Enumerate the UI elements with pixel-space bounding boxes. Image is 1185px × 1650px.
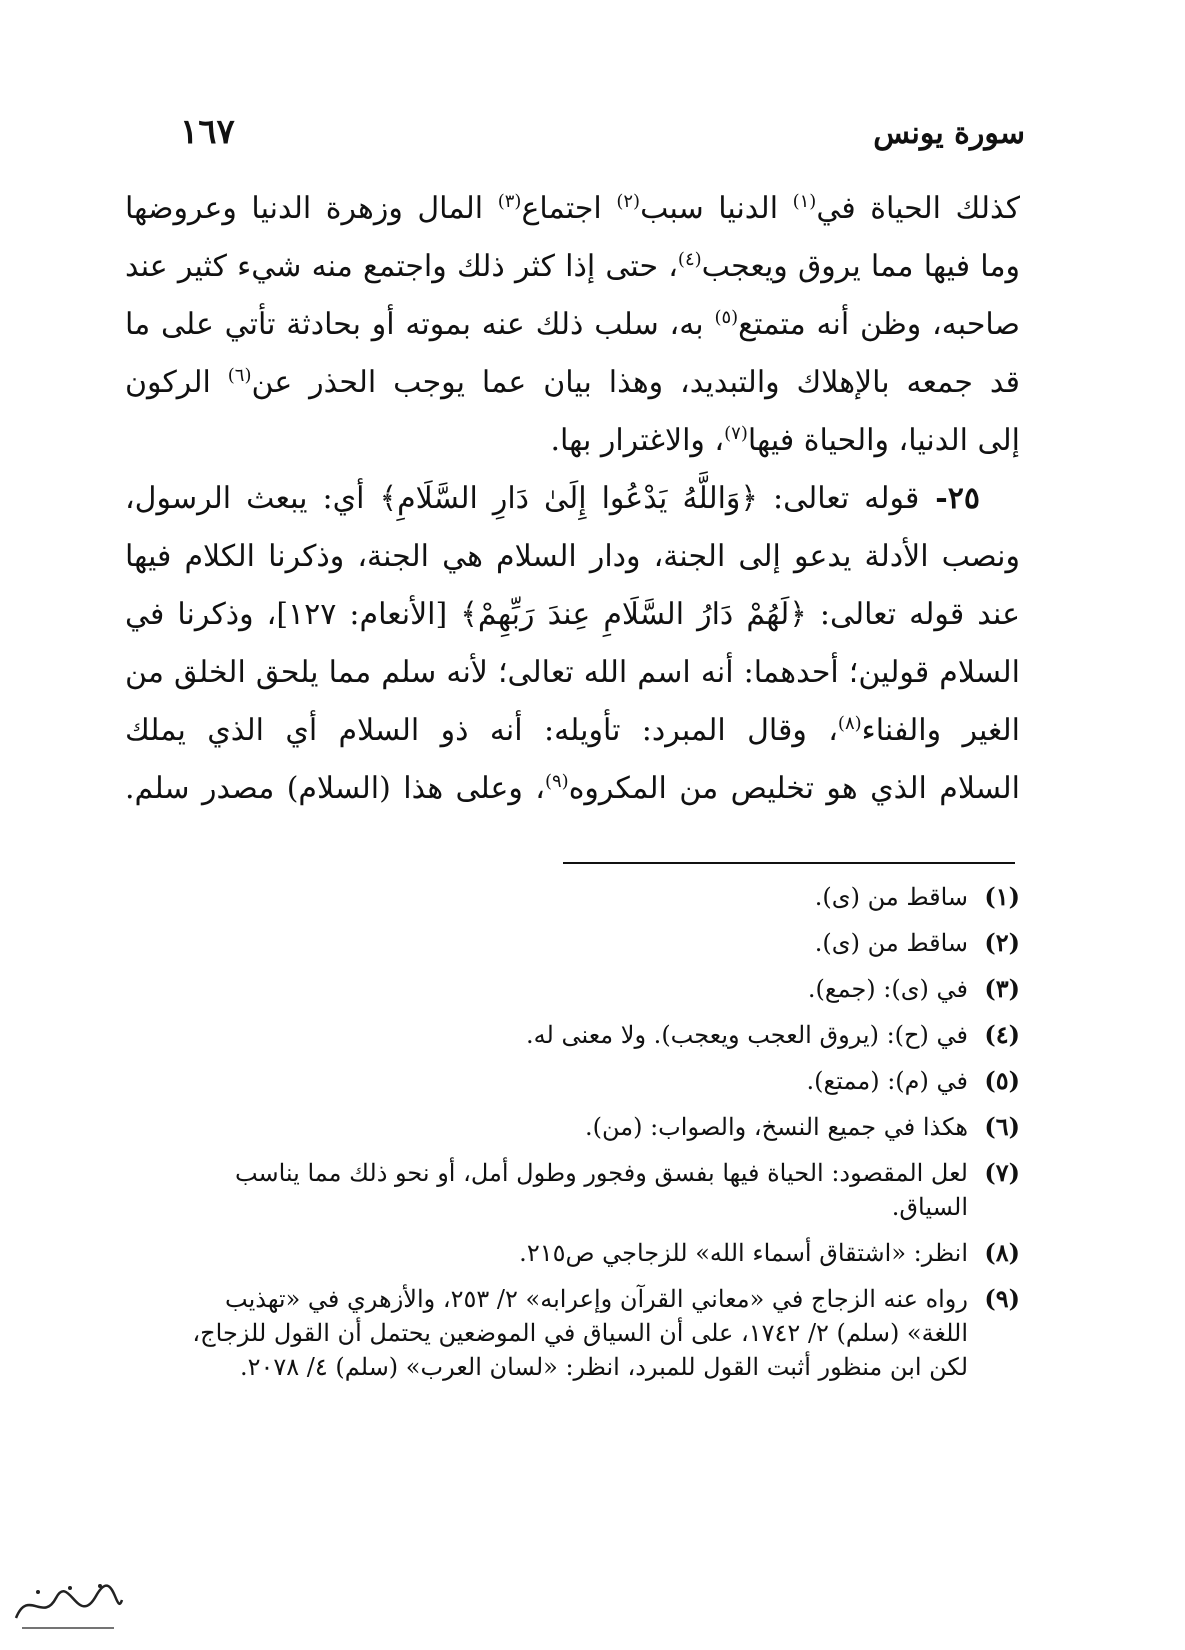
footnote: (١) ساقط من (ى). (125, 880, 1020, 914)
verse-number: ٢٥- (919, 481, 980, 516)
footnote-ref: (٦) (227, 365, 252, 386)
footnote-number: (٧) (984, 1158, 1020, 1187)
footnote-number: (٢) (984, 928, 1020, 957)
footnote-ref: (٧) (724, 423, 748, 444)
page-header (180, 108, 1025, 158)
surah-title: سورة يونس (873, 116, 1025, 151)
main-text (125, 180, 1020, 818)
footnote: (٩) رواه عنه الزجاج في «معاني القرآن وإعرابه» ٢/ ٢٥٣، والأزهري في «تهذيب اللغة» (سلم) ٢/ ١٧٤٢، على أن السياق في الموضعين يحتمل أن القول للزجاج، لكن ابن منظور أثبت القول للمبرد، انظر: «لسان العرب» (سلم) ٤/ ٢٠٧٨. (192, 1284, 1020, 1381)
text-line: الغير والفناء$^{(٨)}$، وقال المبرد: تأويله: أنه ذو السلام أي الذي يملك (125, 713, 1020, 748)
footnote-divider (563, 862, 1015, 864)
text-line: وما فيها مما يروق ويعجب$^{(٤)}$، حتى إذا كثر ذلك واجتمع منه شيء كثير عند (125, 249, 1020, 284)
footnote-ref: (١) (792, 191, 817, 212)
footnotes (125, 880, 1020, 1396)
footnote: (٨) انظر: «اشتقاق أسماء الله» للزجاجي ص٢١٥. (125, 1236, 1020, 1270)
library-seal-logo (8, 1578, 128, 1638)
text-line: السلام الذي هو تخليص من المكروه$^{(٩)}$، وعلى هذا (السلام) مصدر سلم. (125, 771, 1020, 806)
footnote-ref: (٩) (544, 771, 569, 792)
footnote-number: (٣) (984, 974, 1020, 1003)
footnote-number: (١) (984, 882, 1020, 911)
text-line: صاحبه، وظن أنه متمتع$^{(٥)}$ به، سلب ذلك عنه بموته أو بحادثة تأتي على ما (125, 307, 1020, 342)
quran-quote: ﴿لَهُمْ دَارُ السَّلَامِ عِندَ رَبِّهِمْ﴾ (460, 597, 807, 632)
footnote-ref: (٢) (616, 191, 641, 212)
text-line: عند قوله تعالى: ﴿لَهُمْ دَارُ السَّلَامِ عِندَ رَبِّهِمْ﴾ [الأنعام: ١٢٧]، وذكرنا في (125, 597, 1020, 632)
footnote: (٧) لعل المقصود: الحياة فيها بفسق وفجور وطول أمل، أو نحو ذلك مما يناسب السياق. (234, 1158, 1020, 1221)
text-line: ونصب الأدلة يدعو إلى الجنة، ودار السلام هي الجنة، وذكرنا الكلام فيها (125, 539, 1020, 574)
footnote-ref: (٨) (837, 713, 862, 734)
footnote: (٥) في (م): (ممتع). (125, 1064, 1020, 1098)
footnote-number: (٥) (984, 1066, 1020, 1095)
footnote: (٢) ساقط من (ى). (125, 926, 1020, 960)
text-line: قد جمعه بالإهلاك والتبديد، وهذا بيان عما يوجب الحذر عن$^{(٦)}$ الركون (125, 365, 1020, 400)
page-number: ١٦٧ (180, 112, 235, 152)
footnote-ref: (٥) (714, 307, 739, 328)
footnote: (٦) هكذا في جميع النسخ، والصواب: (من). (125, 1110, 1020, 1144)
text-line: كذلك الحياة في$^{(١)}$ الدنيا سبب$^{(٢)}$ اجتماع$^{(٣)}$ المال وزهرة الدنيا وعروضها (125, 191, 1020, 226)
footnote-ref: (٣) (497, 191, 522, 212)
footnote-number: (٨) (984, 1238, 1020, 1267)
footnote: (٣) في (ى): (جمع). (125, 972, 1020, 1006)
footnote-ref: (٤) (677, 249, 702, 270)
footnote: (٤) في (ح): (يروق العجب ويعجب). ولا معنى له. (125, 1018, 1020, 1052)
quran-quote: ﴿وَاللَّهُ يَدْعُوا إِلَىٰ دَارِ السَّلَامِ﴾ (379, 481, 758, 516)
text-line: ٢٥- قوله تعالى: ﴿وَاللَّهُ يَدْعُوا إِلَىٰ دَارِ السَّلَامِ﴾ أي: يبعث الرسول، (125, 481, 980, 516)
text-line: السلام قولين؛ أحدهما: أنه اسم الله تعالى؛ لأنه سلم مما يلحق الخلق من (125, 655, 1020, 690)
footnote-number: (٩) (984, 1284, 1020, 1313)
footnote-number: (٦) (984, 1112, 1020, 1141)
text-line: إلى الدنيا، والحياة فيها$^{(٧)}$، والاغترار بها. (550, 423, 1020, 458)
footnote-number: (٤) (984, 1020, 1020, 1049)
